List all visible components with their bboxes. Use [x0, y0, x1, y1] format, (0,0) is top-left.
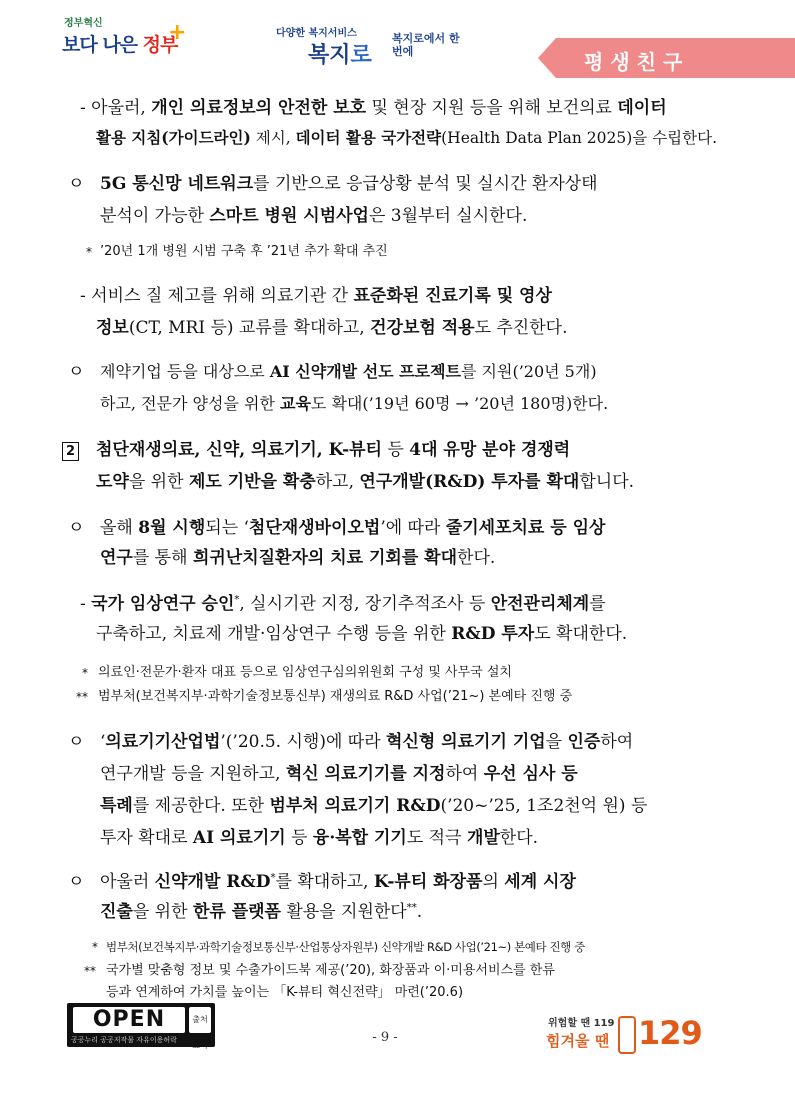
gov-logo-big-b: 정부 — [142, 34, 178, 56]
bullet-circle: ㅇ — [68, 362, 85, 382]
paragraph-line: 정보(CT, MRI 등) 교류를 확대하고, 건강보험 적용도 추진한다. — [96, 318, 568, 338]
footnote-line: 국가별 맞춤형 정보 및 수출가이드북 제공(’20), 화장품과 이·미용서비스를 한류 — [106, 963, 555, 978]
helpline-top-text: 위험할 땐 119 — [548, 1018, 615, 1029]
paragraph-line: 활용 지침(가이드라인) 제시, 데이터 활용 국가전략(Health Data Plan 2025)을 수립한다. — [96, 128, 718, 147]
footnote-double-star: ** — [84, 964, 96, 978]
paragraph-line: 5G 통신망 네트워크를 기반으로 응급상황 분석 및 실시간 환자상태 — [100, 174, 598, 194]
government-innovation-logo — [62, 12, 187, 68]
paragraph-line: 분석이 가능한 스마트 병원 시범사업은 3월부터 실시한다. — [100, 206, 528, 226]
bullet-circle: ㅇ — [68, 174, 85, 194]
footnote-line: 범부처(보건복지부·과학기술정보통신부) 재생의료 R&D 사업(’21~) 본예타 진행 중 — [98, 689, 573, 704]
paragraph-line: 투자 확대로 AI 의료기기 등 융·복합 기기도 적극 개발한다. — [100, 828, 539, 848]
section-number-box: 2 — [62, 442, 79, 461]
footnote-line: 범부처(보건복지부·과학기술정보통신부·산업통상자원부) 신약개발 R&D 사업(’21~) 본예타 진행 중 — [106, 940, 585, 954]
helpline-slogan: 힘겨울 땐 — [546, 1032, 610, 1050]
section-heading-line: 도약을 위한 제도 기반을 확충하고, 연구개발(R&D) 투자를 확대합니다. — [96, 472, 635, 492]
paragraph-line: 아울러 신약개발 R&D*를 확대하고, K-뷰티 화장품의 세계 시장 — [100, 872, 576, 892]
paragraph-line: - 아울러, 개인 의료정보의 안전한 보호 및 현장 지원 등을 위해 보건의료 데이터 — [80, 98, 667, 118]
bullet-circle: ㅇ — [68, 518, 85, 538]
paragraph-line: 진출을 위한 한류 플랫폼 활용을 지원한다**. — [100, 902, 423, 922]
paragraph-line: 연구개발 등을 지원하고, 혁신 의료기기를 지정하여 우선 심사 등 — [100, 764, 578, 784]
bullet-circle: ㅇ — [68, 732, 85, 752]
paragraph-line: 특례를 제공한다. 또한 범부처 의료기기 R&D(’20~’25, 1조2천억 원) 등 — [100, 796, 648, 816]
footnote-star: * — [82, 666, 88, 680]
welfare-logo-brand — [308, 38, 372, 69]
paragraph-line: - 서비스 질 제고를 위해 의료기관 간 표준화된 진료기록 및 영상 — [80, 286, 552, 306]
bullet-circle: ㅇ — [68, 872, 85, 892]
page-number: - 9 - — [372, 1030, 398, 1045]
plus-icon: + — [168, 20, 187, 45]
paragraph-line: 올해 8월 시행되는 ‘첨단재생바이오법’에 따라 줄기세포치료 등 임상 — [100, 518, 606, 538]
paragraph-line: 하고, 전문가 양성을 위한 교육도 확대(’19년 60명 → ’20년 180명)한다. — [100, 394, 609, 413]
gov-logo-big-text — [62, 30, 177, 57]
phone-icon — [618, 1016, 636, 1054]
welfare-logo-top: 다양한 복지서비스 — [276, 28, 357, 39]
page-header — [0, 0, 795, 80]
gov-logo-small-text: 정부혁신 — [64, 18, 103, 29]
paragraph-line: 제약기업 등을 대상으로 AI 신약개발 선도 프로젝트를 지원(’20년 5개) — [100, 362, 597, 381]
welfare-logo-brand-r: 로 — [350, 43, 372, 68]
welfare-logo-brand-word: 복지 — [308, 43, 351, 68]
paragraph-line: - 국가 임상연구 승인*, 실시기관 지정, 장기추적조사 등 안전관리체계를 — [80, 594, 606, 614]
section-ribbon — [556, 38, 795, 78]
welfare-logo-tagline: 복지로에서 한 번에 — [392, 32, 460, 58]
paragraph-line: 연구를 통해 희귀난치질환자의 치료 기회를 확대한다. — [100, 548, 496, 568]
helpline-129-logo — [538, 1008, 718, 1054]
bokjiro-logo — [270, 14, 460, 70]
footnote-double-star: ** — [76, 690, 88, 704]
paragraph-line: ‘의료기기산업법’(’20.5. 시행)에 따라 혁신형 의료기기 기업을 인증하여 — [100, 732, 634, 752]
section-heading-line: 첨단재생의료, 신약, 의료기기, K-뷰티 등 4대 유망 분야 경쟁력 — [96, 440, 571, 460]
gov-logo-big-a: 보다 나은 — [62, 34, 143, 56]
helpline-number: 129 — [638, 1014, 702, 1052]
footnote-star: * — [92, 940, 98, 954]
section-title: 평생친구 — [584, 50, 690, 74]
attribution-icon: 출처표시 — [189, 1007, 211, 1033]
open-sub-label: 공공누리 공공저작물 자유이용허락 — [71, 1036, 177, 1044]
kogl-open-badge — [67, 1003, 215, 1050]
paragraph-line: 구축하고, 치료제 개발·임상연구 수행 등을 위한 R&D 투자도 확대한다. — [96, 624, 628, 644]
footnote-line: ’20년 1개 병원 시범 구축 후 ’21년 추가 확대 추진 — [100, 244, 388, 259]
footnote-star: * — [86, 245, 92, 259]
open-label: OPEN — [73, 1007, 185, 1033]
footnote-line: 의료인·전문가·환자 대표 등으로 임상연구심의위원회 구성 및 사무국 설치 — [98, 665, 512, 680]
footnote-line: 등과 연계하여 가치를 높이는 「K-뷰티 혁신전략」 마련(’20.6) — [106, 985, 464, 1000]
